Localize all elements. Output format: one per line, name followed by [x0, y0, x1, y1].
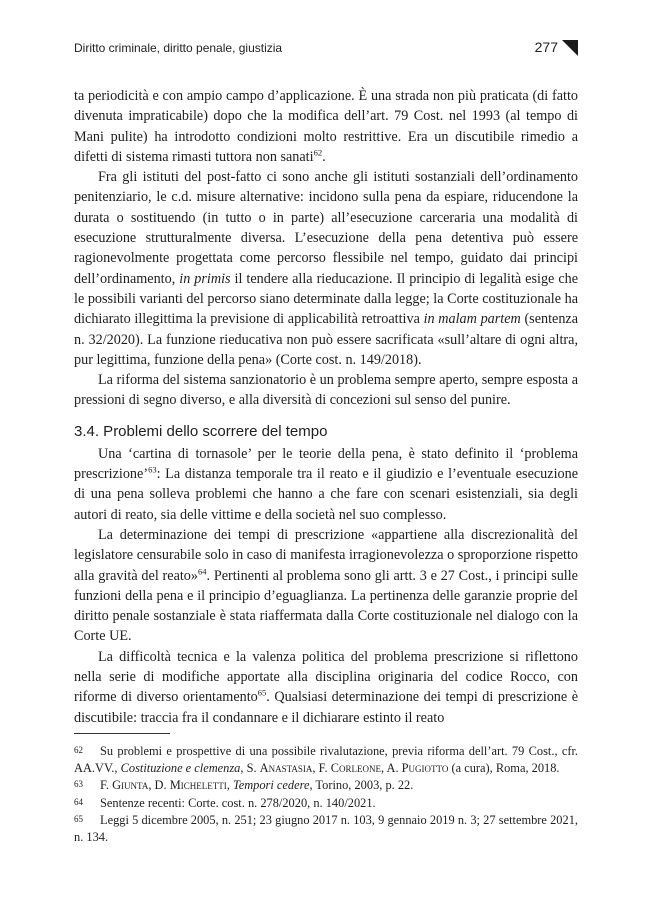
section-heading: 3.4. Problemi dello scorrere del tempo — [74, 422, 328, 440]
footnote-ref-65[interactable]: 65 — [257, 687, 267, 698]
paragraph-5: La determinazione dei tempi di prescrizione «appartiene alla discrezionalità del legislatore censurabile solo in caso di manifesta irragionevolezza o sproporzione rispetto alla gravità del reato»$^{64}$. Pertinenti al problema sono gli artt. 3 e 27 Cost., i principi sulle funzioni della pena e il principio d’eguaglianza. La pertinenza delle garanzie proprie del diritto penale sostanziale è stata riaffermata dalla Corte costituzionale nel dialogo con la Corte UE. — [74, 526, 578, 645]
footnote-number: 65 — [74, 814, 83, 825]
paragraph-4: Una ‘cartina di tornasole’ per le teorie della pena, è stato definito il ‘problema prescrizione’$^{63}$: La distanza temporale tra il reato e il giudizio e l’eventuale esecuzione di una pena solleva problemi che hanno a che fare con scenari esistenziali, sia degli autori di reato, sia delle vittime e della società nel suo complesso. — [74, 445, 578, 523]
footnote-ref-62[interactable]: 62 — [313, 147, 323, 158]
footnote-number: 62 — [74, 745, 83, 755]
paragraph-3: La riforma del sistema sanzionatorio è un problema sempre aperto, sempre esposta a pressioni di segno diverso, e alla diversità di concezioni sul senso del punire. — [74, 372, 578, 409]
running-header — [74, 40, 578, 62]
footnote-ref-63[interactable]: 63 — [148, 464, 157, 475]
footnote-number: 63 — [74, 779, 83, 790]
footnote-ref-64[interactable]: 64 — [198, 565, 207, 576]
footnote-separator — [74, 733, 170, 734]
paragraph-6: La difficoltà tecnica e la valenza politica del problema prescrizione si riflettono nella serie di modifiche apportate alla disciplina originaria del codice Rocco, con riforme di diverso orientamento$^{65}$. Qualsiasi determinazione dei tempi di prescrizione è discutibile: traccia fra il condannare e il dichiarare estinto il reato — [74, 648, 579, 726]
footnote-number: 64 — [74, 796, 83, 807]
footnote-63: 63 F. Giunta, D. Micheletti, Tempori cedere, Torino, 2003, p. 22. — [74, 778, 414, 793]
page-number: 277 — [534, 39, 558, 55]
paragraph-1: ta periodicità e con ampio campo d’applicazione. È una strada non più praticata (di fatto divenuta impraticabile) dopo che la modifica dell’art. 79 Cost. nel 1993 (al tempo di Mani pulite) ha introdotto condizioni molto restrittive. Era un discutibile rimedio a difetti di sistema rimasti tuttora non sanati$^{62}$. — [74, 88, 578, 165]
footnote-64: 64 Sentenze recenti: Corte. cost. n. 278/2020, n. 140/2021. — [74, 795, 376, 810]
paragraph-2: Fra gli istituti del post-fatto ci sono anche gli istituti sostanziali dell’ordinamento penitenziario, le c.d. misure alternative: incidono sulla pena da espiare, riducendone la durata o sostituendo (in tutto o in parte) all’esecuzione carceraria una modalità di esecuzione strutturalmente diversa. L’esecuzione della pena detentiva può essere ragionevolmente progettata come percorso flessibile nel tempo, guidato dai principi dell’ordinamento, in primis il tendere alla rieducazione. Il principio di legalità esige che le possibili varianti del percorso siano determinate dalla legge; la Corte costituzionale ha dichiarato illegittima la previsione di applicabilità retroattiva in malam partem (sentenza n. 32/2020). La funzione rieducativa non può essere sacrificata «sull’altare di ogni altra, pur legittima, funzione della pena» (Corte cost. n. 149/2018). — [74, 169, 579, 368]
main-text — [74, 86, 578, 728]
corner-triangle-mark — [562, 40, 578, 56]
running-title: Diritto criminale, diritto penale, giustizia — [74, 41, 283, 55]
footnote-62: 62 Su problemi e prospettive di una possibile rivalutazione, previa riforma dell’art. 79 Cost., cfr. AA.VV., Costituzione e clemenza, S. Anastasia, F. Corleone, A. Pugiotto (a cura), Roma, 2018. — [74, 744, 578, 775]
footnote-65: 65 Leggi 5 dicembre 2005, n. 251; 23 giugno 2017 n. 103, 9 gennaio 2019 n. 3; 27 settembre 2021, n. 134. — [74, 813, 578, 844]
footnotes — [74, 742, 578, 846]
